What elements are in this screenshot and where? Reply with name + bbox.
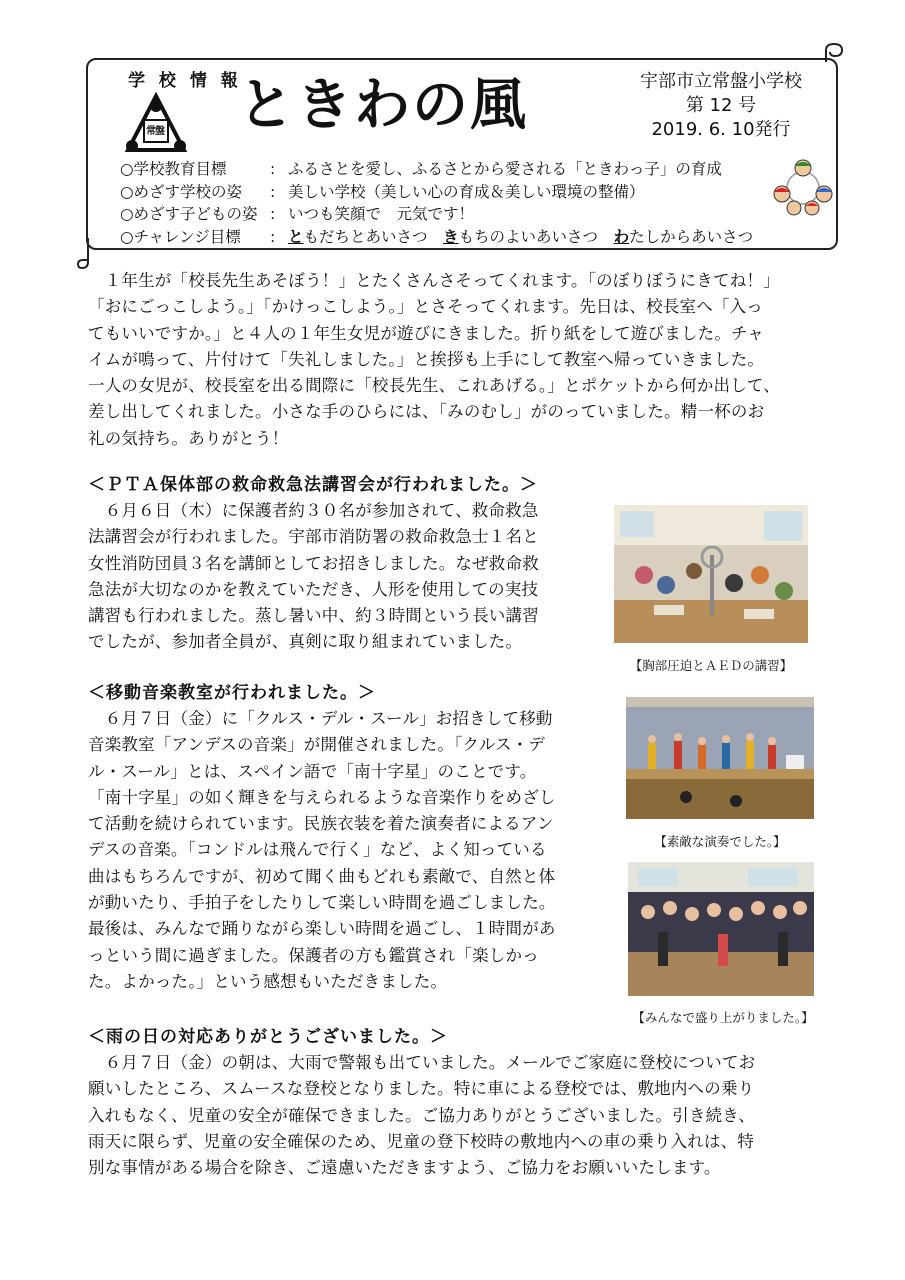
section-heading: ＜ＰＴＡ保体部の救命救急法講習会が行われました。＞ xyxy=(88,475,538,495)
goal-value: ともだちとあいさつ きもちのよいあいさつ わたしからあいさつ xyxy=(288,227,754,246)
issue-number: 第 12 号 xyxy=(685,95,757,116)
photo-cpr-training xyxy=(614,505,808,643)
school-info xyxy=(612,70,830,142)
goal-value: 美しい学校（美しい心の育成＆美しい環境の整備） xyxy=(288,182,645,201)
newsletter-title: ときわの風 xyxy=(238,73,528,138)
section-paragraph: ６月６日（木）に保護者約３０名が参加されて、救命救急 法講習会が行われました。宇部市消防署の救命救急士１名と 女性消防団員３名を講師としてお招きしました。なぜ救命救 急法が大切なのかを教えていただき、人形を使用しての実技 講習も行われました。蒸し暑い中、約３時間という長い講習 でしたが、参加者全員が、真剣に取り組まれていました。 xyxy=(88,501,539,652)
school-name: 宇部市立常盤小学校 xyxy=(640,71,802,92)
photo-dancing-students xyxy=(628,862,814,996)
section-heading: ＜雨の日の対応ありがとうございました。＞ xyxy=(88,1027,448,1047)
goal-value: ふるさとを愛し、ふるさとから愛される「ときわっ子」の育成 xyxy=(288,160,722,178)
issue-date: 2019. 6. 10発行 xyxy=(651,119,791,140)
mascot-children-icon xyxy=(768,158,838,218)
goal-value: いつも笑顔で 元気です！ xyxy=(288,205,475,223)
goal-label: ○めざす学校の姿 xyxy=(120,182,243,201)
goal-label: ○学校教育目標 xyxy=(120,160,227,178)
school-emblem-text: 常盤 xyxy=(146,126,164,137)
goal-row: ○めざす子どもの姿 : いつも笑顔で 元気です！ xyxy=(120,203,753,226)
goal-label: ○めざす子どもの姿 xyxy=(120,205,258,223)
goal-row: ○めざす学校の姿 : 美しい学校（美しい心の育成＆美しい環境の整備） xyxy=(120,181,753,204)
photo-caption: 【素敵な演奏でした。】 xyxy=(654,834,786,849)
goal-label: ○チャレンジ目標 xyxy=(120,227,241,246)
section-heading: ＜移動音楽教室が行われました。＞ xyxy=(88,683,376,703)
intro-paragraph: １年生が「校長先生あそぼう！」とたくさんさそってくれます。「のぼりぼうにきてね！」 「おにごっこしよう。」「かけっこしよう。」とさそってくれます。先日は、校長室へ「入っ てもいいですか。」と４人の１年生女児が遊びにきました。折り紙をして遊びました。チャ イムが鳴って、片付けて「失礼しました。」と挨拶も上手にして教室へ帰っていきました。 一人の女児が、校長室を出る間際に「校長先生、これあげる。」とポケットから何か出して、 差し出してくれました。小さな手のひらには、「みのむし」がのっていました。精一杯のお 礼の気持ち。ありがとう！ xyxy=(88,271,780,448)
photo-music-performance xyxy=(626,697,814,819)
photo-caption: 【みんなで盛り上がりました。】 xyxy=(632,1010,814,1025)
newsletter-kicker: 学 校 情 報 xyxy=(128,71,242,91)
goal-row: ○学校教育目標 : ふるさとを愛し、ふるさとから愛される「ときわっ子」の育成 xyxy=(120,158,753,181)
section-paragraph: ６月７日（金）の朝は、大雨で警報も出ていました。メールでご家庭に登校についてお 願いしたところ、スムースな登校となりました。特に車による登校では、敷地内への乗り 入れもなく、児童の安全が確保できました。ご協力ありがとうございました。引き続き、 雨天に限らず、児童の安全確保のため、児童の登下校時の敷地内への車の乗り入れは、特 別な事情がある場合を除き、ご遠慮いただきますよう、ご協力をお願いいたします。 xyxy=(88,1053,756,1178)
goals-list xyxy=(120,158,753,248)
section-paragraph: ６月７日（金）に「クルス・デル・スール」お招きして移動 音楽教室「アンデスの音楽」が開催されました。「クルス・デ ル・スール」とは、スペイン語で「南十字星」のことです。 「南十字星」の如く輝きを与えられるような音楽作りをめざし て活動を続けられています。民族衣装を着た演奏者によるアン デスの音楽。「コンドルは飛んで行く」など、よく知っている 曲はもちろんですが、初めて聞く曲もどれも素敵で、自然と体 が動いたり、手拍子をしたりして楽しい時間を過ごしました。 最後は、みんなで踊りながら楽しい時間を過ごし、１時間があ っという間に過ぎました。保護者の方も鑑賞され「楽しかっ た。よかった。」という感想もいただきました。 xyxy=(88,709,556,991)
photo-caption: 【胸部圧迫とＡＥＤの講習】 xyxy=(629,658,793,673)
scroll-curl-top-icon xyxy=(822,42,846,66)
scroll-curl-bottom-icon xyxy=(76,236,100,270)
goal-row: ○チャレンジ目標 : ともだちとあいさつ きもちのよいあいさつ わたしからあいさつ xyxy=(120,226,753,249)
